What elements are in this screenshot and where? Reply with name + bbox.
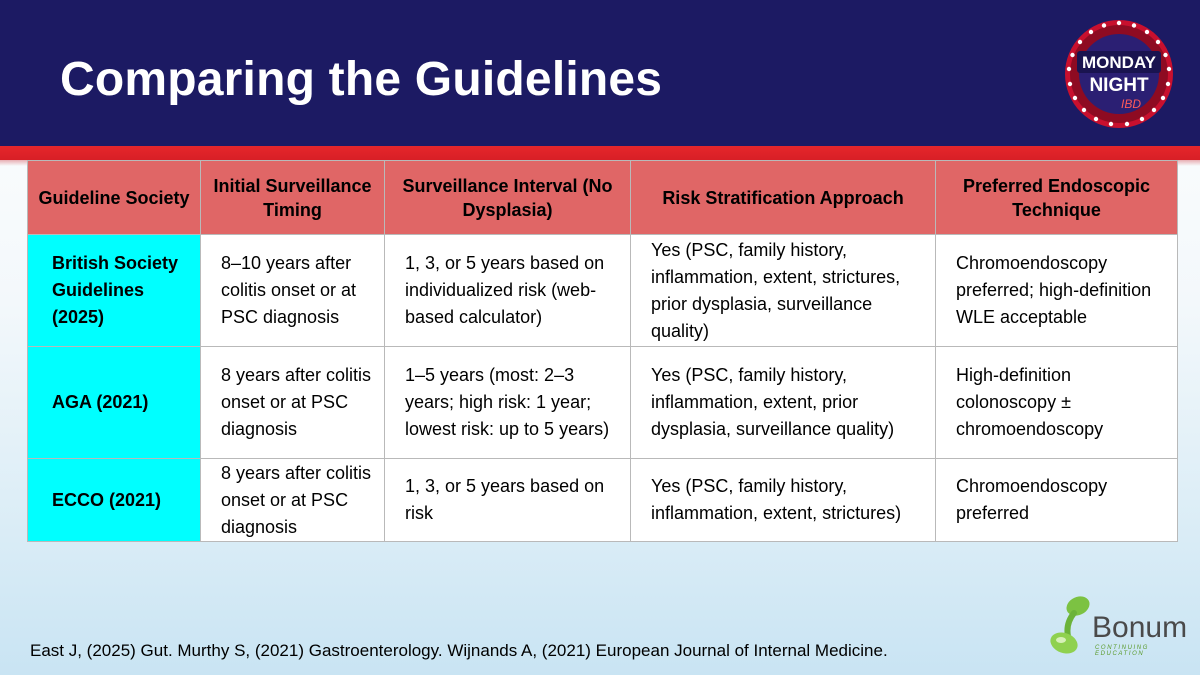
- table-cell: 1, 3, or 5 years based on risk: [385, 459, 631, 542]
- table-row: [28, 459, 1178, 542]
- bonum-wordmark: Bonum: [1092, 611, 1188, 644]
- society-cell: AGA (2021): [28, 347, 201, 459]
- bonum-tagline: CONTINUING EDUCATION: [1095, 645, 1149, 657]
- table-cell: Yes (PSC, family history, inflammation, extent, strictures): [631, 459, 936, 542]
- logo-text-ibd: IBD: [1120, 97, 1142, 111]
- header-accent-band: [0, 146, 1200, 160]
- table-cell: Chromoendoscopy preferred: [936, 459, 1178, 542]
- slide-header: [0, 0, 1200, 146]
- table-cell: Yes (PSC, family history, inflammation, extent, strictures, prior dysplasia, surveillance quality): [631, 235, 936, 347]
- column-header: Risk Stratification Approach: [631, 161, 936, 235]
- table-header-row: [28, 161, 1178, 235]
- slide-title: Comparing the Guidelines: [60, 53, 663, 106]
- table-cell: 1, 3, or 5 years based on individualized risk (web-based calculator): [385, 235, 631, 347]
- table-row: [28, 235, 1178, 347]
- table-cell: 8 years after colitis onset or at PSC diagnosis: [201, 347, 385, 459]
- logo-text-night: NIGHT: [1089, 75, 1149, 96]
- table-cell: Chromoendoscopy preferred; high-definition WLE acceptable: [936, 235, 1178, 347]
- table-cell: 8 years after colitis onset or at PSC diagnosis: [201, 459, 385, 542]
- logo-text-monday: MONDAY: [1082, 53, 1156, 72]
- table-row: [28, 347, 1178, 459]
- column-header: Guideline Society: [28, 161, 201, 235]
- table-cell: Yes (PSC, family history, inflammation, extent, prior dysplasia, surveillance quality): [631, 347, 936, 459]
- column-header: Surveillance Interval (No Dysplasia): [385, 161, 631, 235]
- bonum-logo: [1044, 593, 1192, 657]
- guidelines-comparison-table-wrap: [27, 160, 1177, 538]
- column-header: Preferred Endoscopic Technique: [936, 161, 1178, 235]
- monday-night-logo-graphic: [1063, 18, 1175, 130]
- table-cell: 8–10 years after colitis onset or at PSC diagnosis: [201, 235, 385, 347]
- society-cell: British Society Guidelines (2025): [28, 235, 201, 347]
- society-cell: ECCO (2021): [28, 459, 201, 542]
- table-cell: High-definition colonoscopy ± chromoendoscopy: [936, 347, 1178, 459]
- table-cell: 1–5 years (most: 2–3 years; high risk: 1 year; lowest risk: up to 5 years): [385, 347, 631, 459]
- monday-night-ibd-logo: [1063, 18, 1175, 130]
- column-header: Initial Surveillance Timing: [201, 161, 385, 235]
- guidelines-comparison-table: [27, 160, 1178, 542]
- references-footnote: East J, (2025) Gut. Murthy S, (2021) Gastroenterology. Wijnands A, (2021) European Journal of Internal Medicine.: [30, 641, 888, 660]
